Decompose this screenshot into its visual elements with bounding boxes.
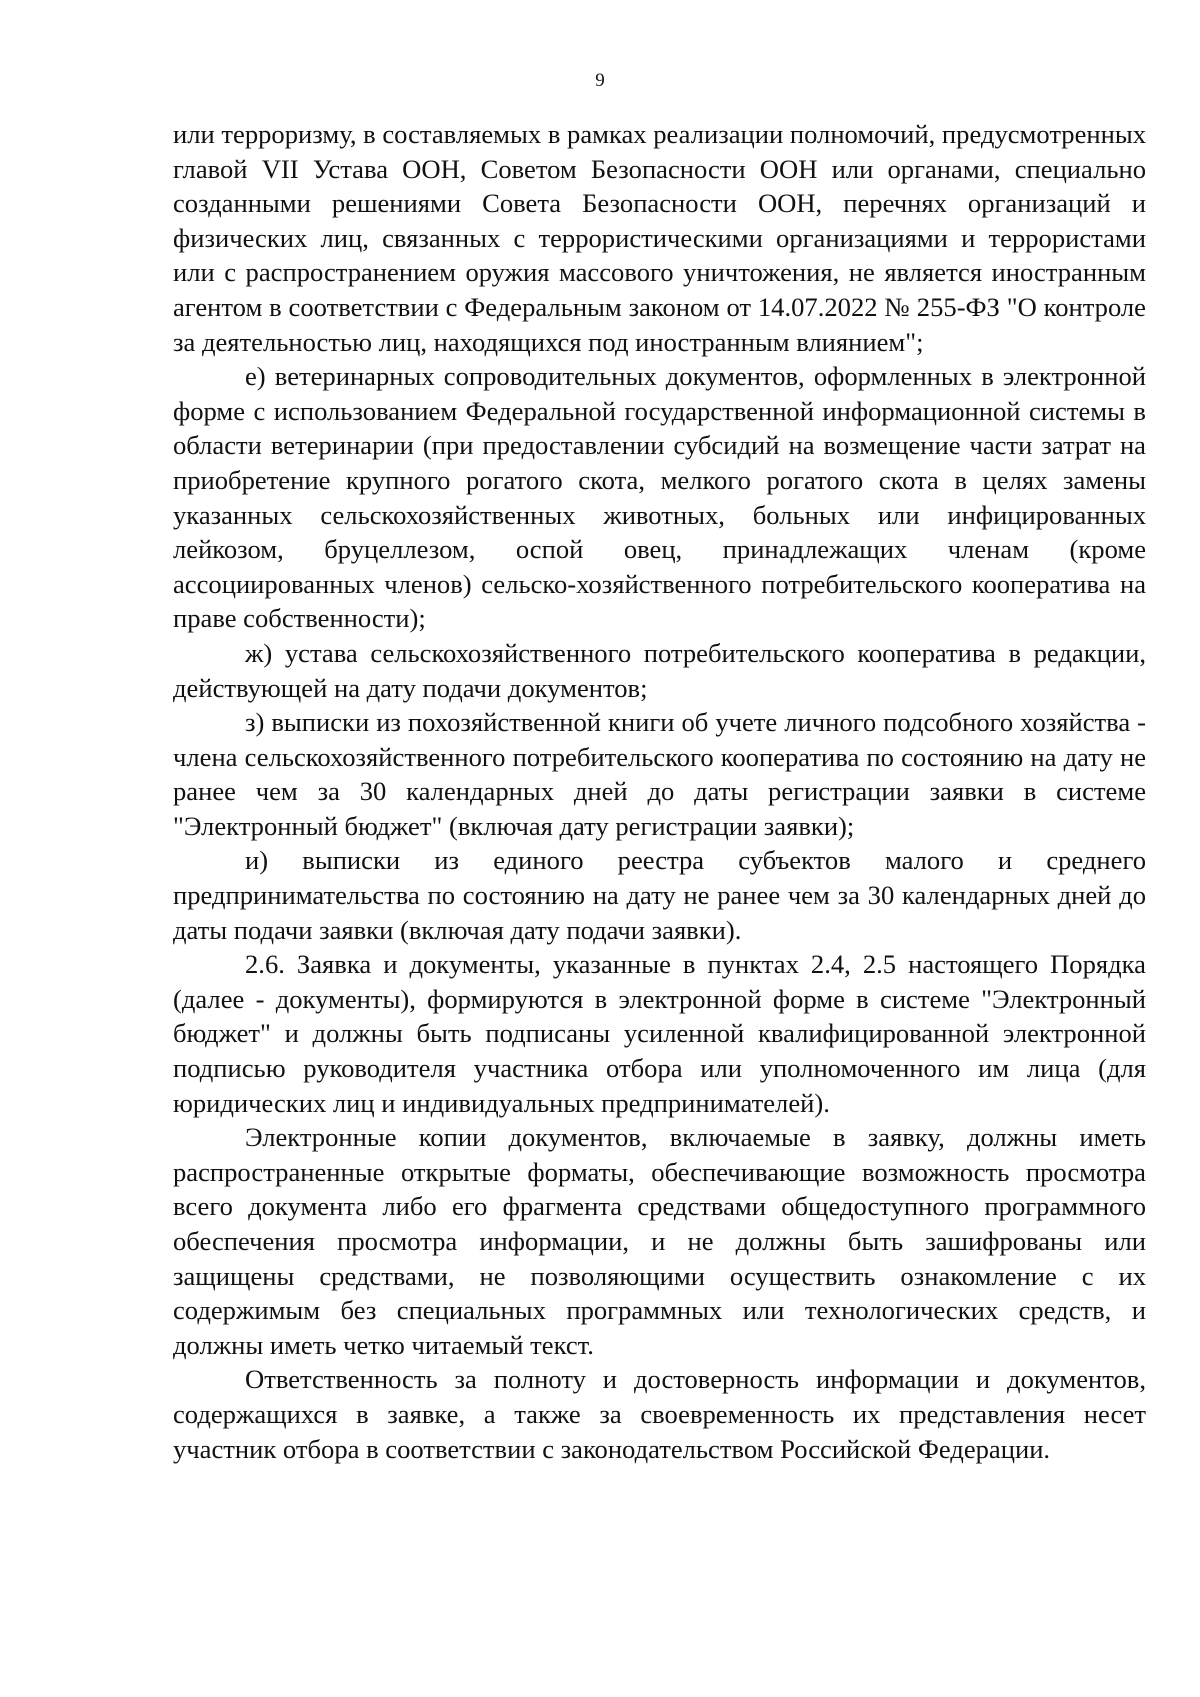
paragraph-item-i: и) выписки из единого реестра субъектов малого и среднего предпринимательства по состоянию на дату не ранее чем за 30 календарных дней до даты подачи заявки (включая дату подачи заявки). <box>173 845 1146 945</box>
paragraph-item-zh: ж) устава сельскохозяйственного потребительского кооператива в редакции, действующей на дату подачи документов; <box>173 637 1146 703</box>
page-number: 9 <box>595 70 605 91</box>
paragraph-section-2-6: 2.6. Заявка и документы, указанные в пунктах 2.4, 2.5 настоящего Порядка (далее - документы), формируются в электронной форме в системе "Электронный бюджет" и должны быть подписаны усиленной квалифицированной электронной подписью руководителя участника отбора или уполномоченного им лица (для юридических лиц и индивидуальных предпринимателей). <box>173 949 1146 1118</box>
paragraph-electronic-copies: Электронные копии документов, включаемые в заявку, должны иметь распространенные открытые форматы, обеспечивающие возможность просмотра всего документа либо его фрагмента средствами общедоступного программного обеспечения просмотра информации, и не должны быть зашифрованы или защищены средствами, не позволяющими осуществить ознакомление с их содержимым без специальных программных или технологических средств, и должны иметь четко читаемый текст. <box>173 1122 1146 1360</box>
paragraph-item-z: з) выписки из похозяйственной книги об учете личного подсобного хозяйства - члена сельскохозяйственного потребительского кооператива по состоянию на дату не ранее чем за 30 календарных дней до даты регистрации заявки в системе "Электронный бюджет" (включая дату регистрации заявки); <box>173 707 1146 841</box>
paragraph-responsibility: Ответственность за полноту и достоверность информации и документов, содержащихся в заявке, а также за своевременность их представления несет участник отбора в соответствии с законодательством Российской Федерации. <box>173 1364 1146 1464</box>
document-body <box>173 117 1146 1466</box>
paragraph-terrorism-list: или терроризму, в составляемых в рамках реализации полномочий, предусмотренных главой VII Устава ООН, Советом Безопасности ООН или органами, специально созданными решениями Совета Безопасности ООН, перечнях организаций и физических лиц, связанных с террористическими организациями и террористами или с распространением оружия массового уничтожения, не является иностранным агентом в соответствии с Федеральным законом от 14.07.2022 № 255-ФЗ "О контроле за деятельностью лиц, находящихся под иностранным влиянием"; <box>173 119 1146 357</box>
paragraph-item-e: е) ветеринарных сопроводительных документов, оформленных в электронной форме с использованием Федеральной государственной информационной системы в области ветеринарии (при предоставлении субсидий на возмещение части затрат на приобретение крупного рогатого скота, мелкого рогатого скота в целях замены указанных сельскохозяйственных животных, больных или инфицированных лейкозом, бруцеллезом, оспой овец, принадлежащих членам (кроме ассоциированных членов) сельско-хозяйственного потребительского кооператива на праве собственности); <box>173 361 1146 634</box>
